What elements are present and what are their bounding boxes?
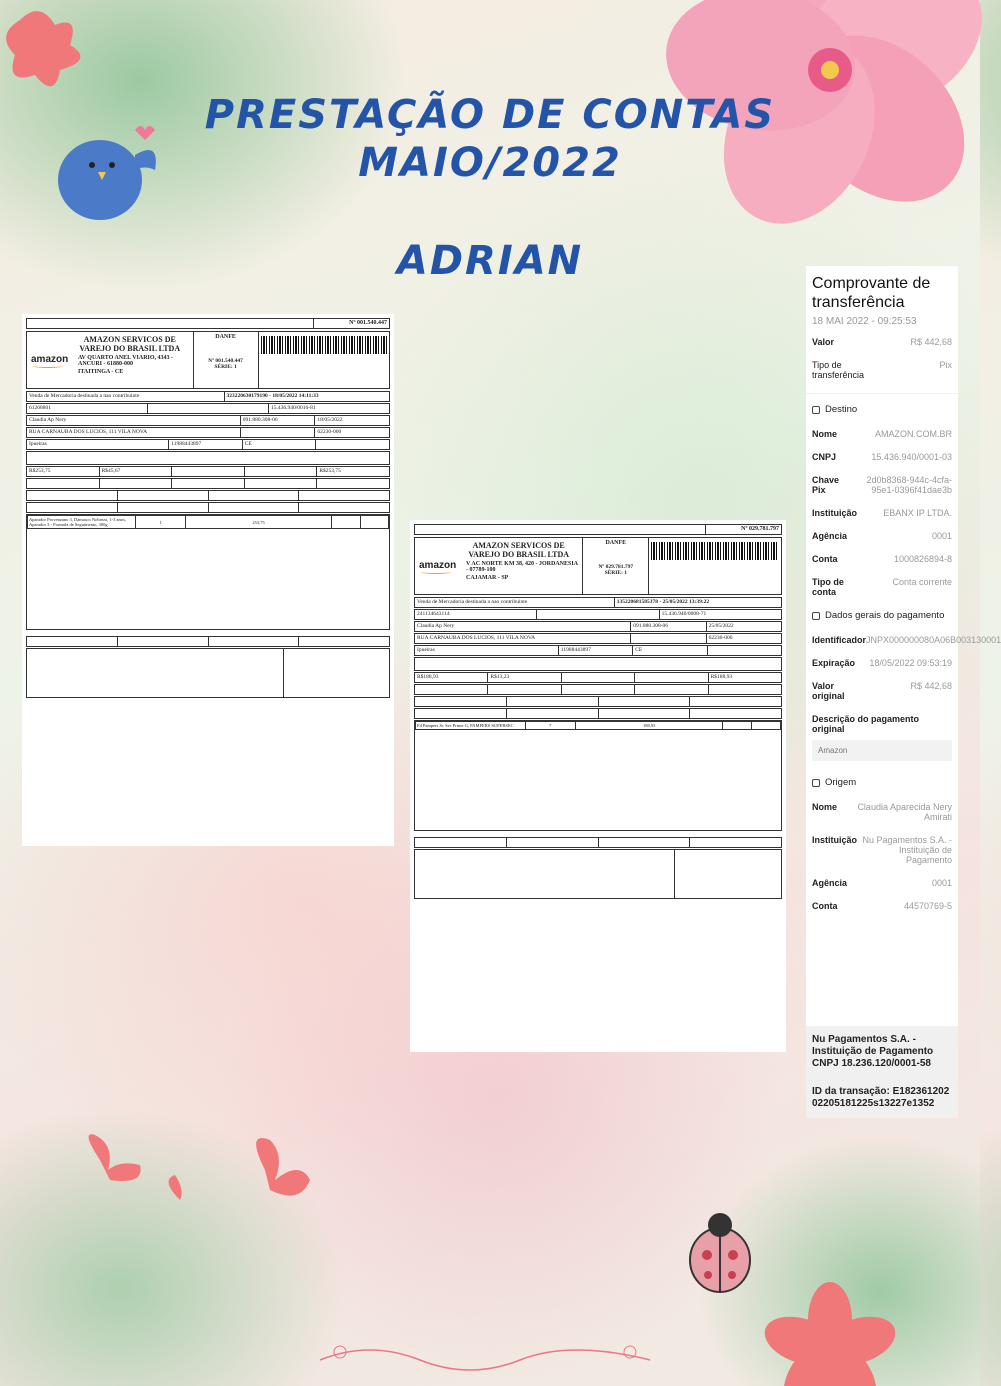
row-value: Claudia Aparecida Nery Amirati	[857, 802, 952, 822]
page-name: ADRIAN	[396, 238, 584, 284]
row-value: Conta corrente	[892, 577, 952, 587]
item-qty: 7	[525, 722, 575, 730]
nf-serie: SÉRIE: 1	[214, 364, 237, 370]
protocol: 135220681585378 - 25/05/2022 13:39:22	[616, 599, 710, 605]
receipt-row	[806, 901, 958, 911]
recipient-address: RUA CARNAUBA DOS LUCIOS, 111 VILA NOVA	[415, 634, 631, 643]
recipient-cpf: 091.880.308-06	[631, 622, 706, 631]
receipt-row	[806, 508, 958, 518]
row-label: Chave Pix	[812, 475, 840, 495]
tipo-value: Pix	[939, 360, 952, 370]
row-label: Conta	[812, 901, 838, 911]
recipient-city: Ipueiras	[27, 440, 169, 449]
danfe-label: DANFE	[605, 540, 627, 546]
invoice-1	[22, 314, 394, 846]
recipient-phone: 11988443897	[559, 646, 633, 655]
item-description: Fd Pampers Sc Sec Prime G, PAMPERS SUPERSEC	[416, 722, 526, 730]
item-total: 253,75	[186, 516, 332, 529]
row-label: Expiração	[812, 658, 856, 668]
emission-date: 25/05/2022	[708, 623, 734, 629]
page-title: PRESTAÇÃO DE CONTAS	[204, 92, 776, 138]
nf-number-small: Nº 029.781.797	[598, 564, 634, 570]
desc-value: Amazon	[812, 740, 952, 761]
cnpj: 15.436.940/0008-71	[661, 611, 707, 617]
receipt-date: 18 MAI 2022 - 09:25:53	[812, 316, 917, 327]
row-value: 2d0b8368-944c-4cfa-95e1-0396f41dae3b	[866, 475, 952, 495]
row-label: Agência	[812, 531, 848, 541]
receipt-row	[806, 475, 958, 495]
amazon-logo-icon: amazon	[419, 560, 457, 571]
document-icon	[812, 612, 820, 620]
row-value: JNPX000000080A06B003130001	[866, 635, 1001, 645]
emission-date: 18/05/2022	[317, 417, 343, 423]
total-value: R$253,75	[319, 468, 341, 474]
row-value: AMAZON.COM.BR	[874, 429, 952, 439]
receipt-row	[806, 429, 958, 439]
recipient-name: Claudia Ap Nery	[27, 416, 241, 425]
recipient-uf: CE	[243, 440, 317, 449]
recipient-address: RUA CARNAUBA DOS LUCIOS, 111 VILA NOVA	[27, 428, 241, 437]
ladybug-icon	[680, 1205, 760, 1295]
barcode-icon	[651, 542, 779, 560]
transfer-receipt	[806, 266, 1001, 1118]
row-label: Tipo de conta	[812, 577, 844, 597]
row-label: Agência	[812, 878, 848, 888]
invoice-2	[410, 520, 786, 1052]
company-address: V AC NORTE KM 38, 420 - JORDANESIA - 07789-100	[466, 561, 578, 573]
recipient-city: Ipueiras	[415, 646, 559, 655]
row-label: Valor original	[812, 681, 845, 701]
nf-serie: SÉRIE: 1	[604, 570, 628, 576]
row-label: Nome	[812, 429, 838, 439]
tipo-label: Tipo de transferência	[812, 360, 865, 380]
coral-flower-icon	[760, 1270, 900, 1386]
receipt-row	[806, 577, 958, 597]
tax-base: R$253,75	[27, 467, 100, 476]
row-value: 0001	[931, 531, 952, 541]
total-value: R$188,93	[710, 674, 733, 680]
amazon-logo-icon: amazon	[31, 354, 69, 365]
icms-value: R$13,23	[488, 673, 561, 682]
receipt-row	[806, 554, 958, 564]
state-reg: 241134643114	[415, 610, 537, 619]
cep: 62230-000	[708, 635, 733, 641]
company-city: CAJAMAR - SP	[466, 575, 509, 581]
receipt-row	[806, 531, 958, 541]
cnpj: 15.436.940/0016-81	[271, 405, 316, 411]
row-value: 1000826894-8	[893, 554, 952, 564]
dados-heading: Dados gerais do pagamento	[825, 610, 945, 621]
recipient-phone: 11988443897	[169, 440, 243, 449]
nf-number: Nº 001.540.447	[349, 320, 387, 326]
receipt-row	[806, 658, 958, 668]
valor-label: Valor	[812, 337, 835, 347]
row-label: Instituição	[812, 508, 858, 518]
origem-heading: Origem	[825, 777, 857, 788]
protocol: 323220630179190 - 18/05/2022 14:11:33	[226, 393, 319, 399]
row-value: 18/05/2022 09:53:19	[869, 658, 952, 668]
row-value: R$ 442,68	[910, 681, 952, 691]
tax-base: R$188,93	[415, 673, 488, 682]
nature: Venda de Mercadoria destinada a nao contribuinte	[415, 598, 615, 607]
company-name: AMAZON SERVICOS DE VAREJO DO BRASIL LTDA	[79, 335, 181, 353]
danfe-label: DANFE	[215, 334, 236, 340]
item-description: Aparador Provenzano 3, Damasco Nobreza, 1-3 anos, Aparador 3 - Formula de Seguimento, 300g	[28, 516, 136, 529]
row-label: Nome	[812, 802, 838, 812]
row-value: 44570769-5	[903, 901, 952, 911]
row-value: EBANX IP LTDA.	[883, 508, 952, 518]
valor-value: R$ 442,68	[910, 337, 952, 347]
company-city: ITAITINGA - CE	[78, 369, 124, 375]
item-qty: 1	[136, 516, 186, 529]
recipient-uf: CE	[633, 646, 707, 655]
icms-value: R$45,67	[100, 467, 173, 476]
receipt-row	[806, 635, 1001, 645]
vine-divider-icon	[310, 1330, 670, 1380]
desc-label: Descrição do pagamento original	[812, 714, 920, 734]
company-name: AMAZON SERVICOS DE VAREJO DO BRASIL LTDA	[468, 541, 570, 559]
row-value: 0001	[931, 878, 952, 888]
row-label: Identificador	[812, 635, 867, 645]
receipt-title: Comprovante de transferência	[812, 275, 931, 311]
state-reg: 61268801	[27, 404, 148, 413]
destino-heading: Destino	[825, 404, 858, 415]
receipt-row	[806, 835, 958, 865]
row-value: Nu Pagamentos S.A. - Instituição de Pagamento	[862, 835, 952, 865]
cep: 62230-000	[317, 429, 342, 435]
row-value: 15.436.940/0001-03	[871, 452, 952, 462]
receipt-row	[806, 681, 958, 701]
company-address: AV QUARTO ANEL VIARIO, 4343 - ANCURI - 61880-000	[78, 355, 174, 367]
row-label: CNPJ	[812, 452, 837, 462]
footer-transaction-id: ID da transação: E18236120202205181225s13227e1352	[812, 1086, 950, 1109]
recipient-name: Claudia Ap Nery	[415, 622, 631, 631]
butterfly-icon	[60, 1120, 320, 1240]
receipt-row	[806, 452, 958, 462]
page-subtitle-period: MAIO/2022	[358, 140, 622, 186]
receipt-row	[806, 802, 958, 822]
nf-number: Nº 029.781.797	[741, 526, 779, 532]
nature: Venda de Mercadoria destinada a nao contribuinte	[27, 392, 225, 401]
row-label: Instituição	[812, 835, 858, 845]
recipient-cpf: 091.880.308-06	[241, 416, 316, 425]
barcode-icon	[261, 336, 387, 354]
nf-number-small: Nº 001.540.447	[208, 358, 243, 364]
origin-icon	[812, 779, 820, 787]
destination-icon	[812, 406, 820, 414]
item-total: 188,93	[575, 722, 723, 730]
receipt-row	[806, 878, 958, 888]
row-label: Conta	[812, 554, 838, 564]
footer-bank: Nu Pagamentos S.A. - Instituição de Pagamento CNPJ 18.236.120/0001-58	[812, 1034, 934, 1069]
